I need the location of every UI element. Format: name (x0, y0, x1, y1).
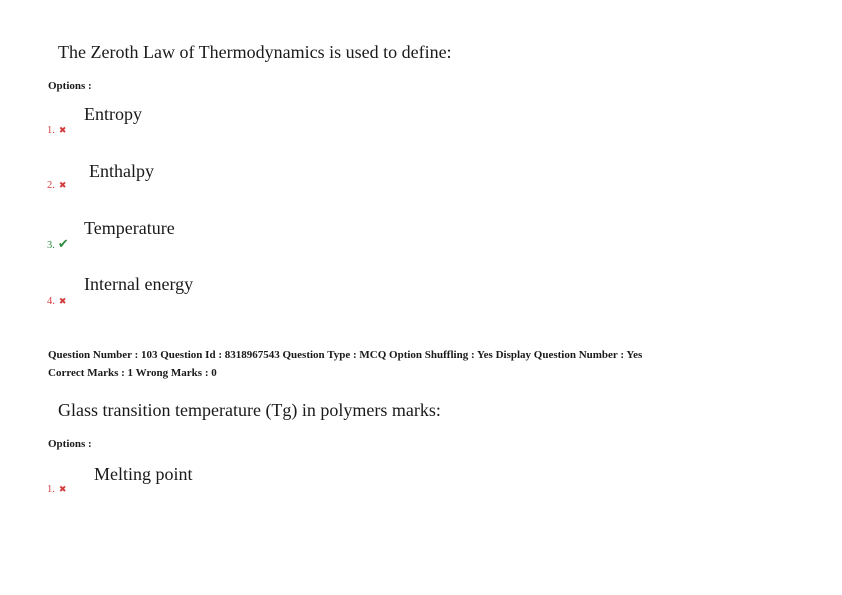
option-text: Temperature (84, 218, 175, 238)
option-number (47, 125, 66, 136)
option-text: Enthalpy (89, 161, 154, 181)
wrong-mark-icon: ✖ (58, 296, 67, 306)
option-number (47, 296, 66, 307)
option-number-label: 1. (47, 484, 55, 495)
option-text: Melting point (94, 464, 193, 484)
option-number-label: 2. (47, 180, 55, 191)
wrong-mark-icon: ✖ (58, 484, 67, 494)
option-number (47, 180, 66, 191)
correct-check-icon: ✔ (57, 236, 69, 251)
option-text: Entropy (84, 104, 142, 124)
question-meta-line: Question Number : 103 Question Id : 8318967543 Question Type : MCQ Option Shuffling : Yes Display Question Number : Yes (48, 349, 643, 361)
question-text: Glass transition temperature (Tg) in polymers marks: (58, 400, 441, 420)
marks-meta-line: Correct Marks : 1 Wrong Marks : 0 (48, 367, 217, 379)
option-number (47, 484, 66, 495)
options-label: Options : (48, 438, 92, 450)
wrong-mark-icon: ✖ (58, 180, 67, 190)
option-text: Internal energy (84, 274, 194, 294)
option-number-label: 4. (47, 296, 55, 307)
options-label: Options : (48, 80, 92, 92)
option-number-label: 3. (47, 240, 55, 251)
wrong-mark-icon: ✖ (58, 125, 67, 135)
question-text: The Zeroth Law of Thermodynamics is used to define: (58, 42, 452, 62)
option-number (47, 236, 69, 252)
option-number-label: 1. (47, 125, 55, 136)
